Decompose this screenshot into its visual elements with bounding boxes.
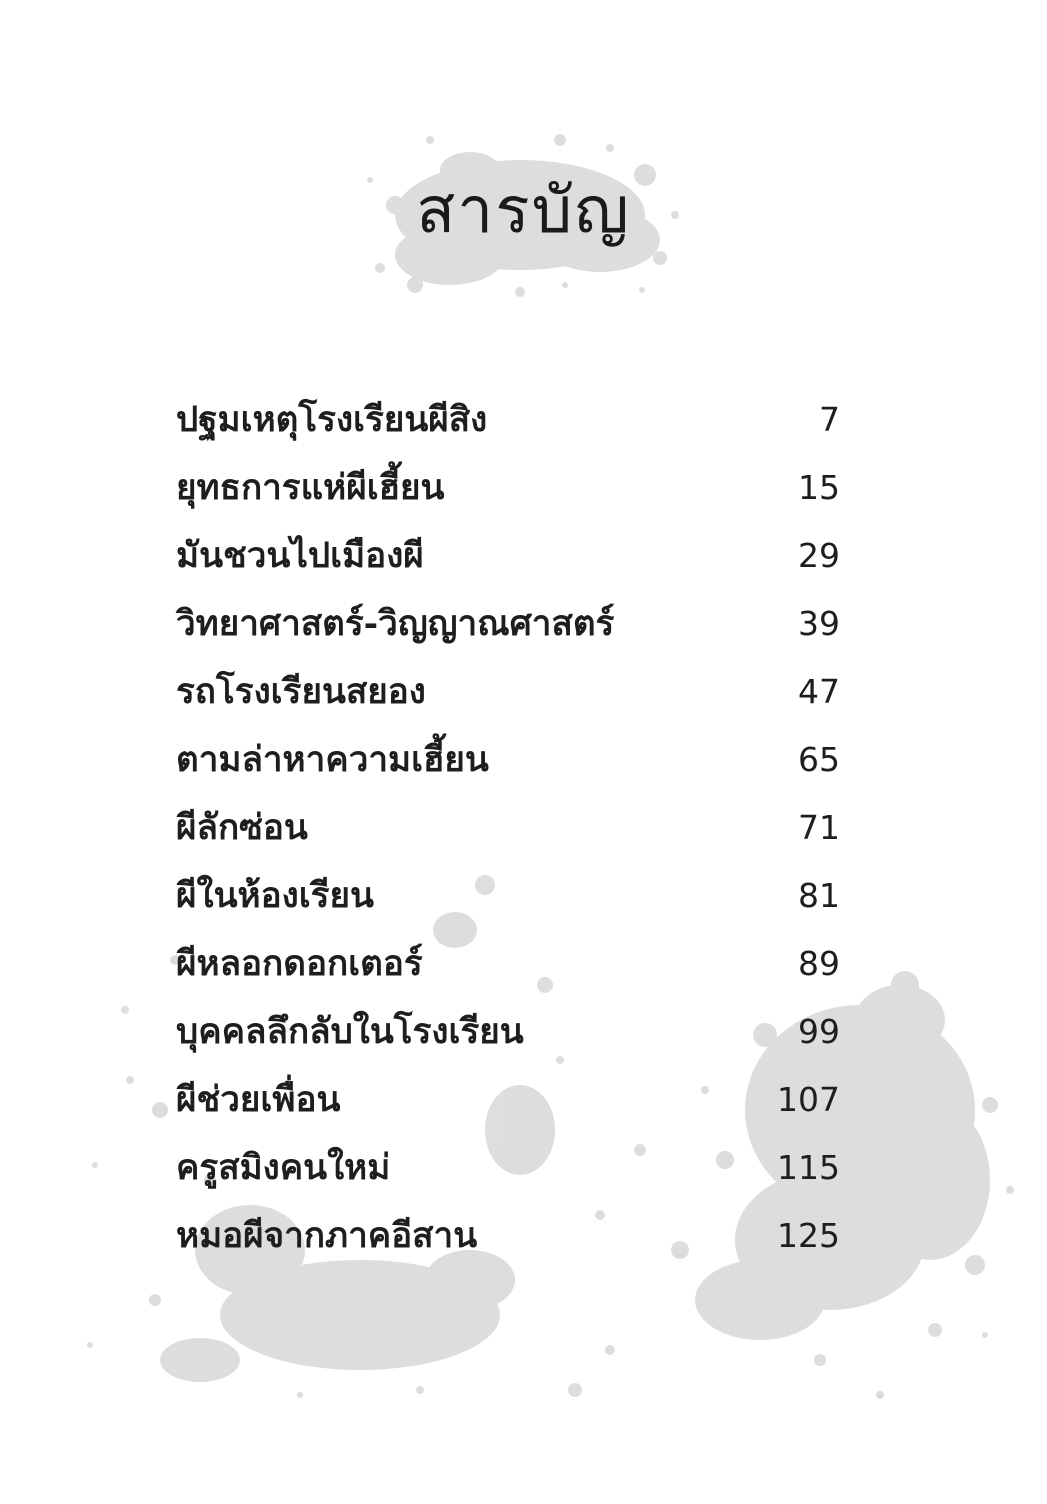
toc-entry-title: ตามล่าหาความเฮี้ยน	[176, 738, 489, 780]
toc-entry	[176, 1065, 840, 1133]
toc-entry-page-number: 65	[798, 739, 840, 779]
toc-entry-title: บุคคลลึกลับในโรงเรียน	[176, 1010, 524, 1052]
toc-entry-page-number: 107	[777, 1079, 840, 1119]
toc-entry-title: ปฐมเหตุโรงเรียนผีสิง	[176, 398, 488, 440]
toc-entry-page-number: 39	[798, 603, 840, 643]
toc-entry	[176, 1201, 840, 1269]
toc-entry-page-number: 115	[777, 1147, 840, 1187]
toc-entry-title: ผีหลอกดอกเตอร์	[176, 942, 423, 984]
toc-entry	[176, 997, 840, 1065]
toc-entry-page-number: 71	[798, 807, 840, 847]
toc-entry-page-number: 15	[798, 467, 840, 507]
table-of-contents	[176, 385, 840, 1269]
toc-entry	[176, 453, 840, 521]
toc-entry-title: ผีช่วยเพื่อน	[176, 1078, 341, 1120]
toc-entry	[176, 521, 840, 589]
toc-entry-page-number: 125	[777, 1215, 840, 1255]
toc-entry-page-number: 81	[798, 875, 840, 915]
toc-entry-page-number: 99	[798, 1011, 840, 1051]
toc-entry	[176, 725, 840, 793]
toc-entry-title: ยุทธการแห่ผีเฮี้ยน	[176, 466, 445, 508]
toc-entry	[176, 861, 840, 929]
toc-entry-title: ผีลักซ่อน	[176, 806, 308, 848]
toc-entry-title: วิทยาศาสตร์-วิญญาณศาสตร์	[176, 602, 615, 644]
toc-entry	[176, 385, 840, 453]
toc-entry	[176, 793, 840, 861]
toc-entry-page-number: 7	[819, 399, 840, 439]
title-area	[0, 150, 1047, 270]
page-title: สารบัญ	[416, 174, 631, 248]
toc-entry-title: หมอผีจากภาคอีสาน	[176, 1214, 478, 1256]
toc-entry	[176, 929, 840, 997]
toc-entry-title: ครูสมิงคนใหม่	[176, 1146, 391, 1188]
toc-entry-page-number: 89	[798, 943, 840, 983]
toc-entry	[176, 657, 840, 725]
toc-entry-title: ผีในห้องเรียน	[176, 874, 374, 916]
toc-entry	[176, 589, 840, 657]
toc-entry	[176, 1133, 840, 1201]
toc-entry-title: รถโรงเรียนสยอง	[176, 670, 426, 712]
toc-entry-title: มันชวนไปเมืองผี	[176, 534, 424, 576]
toc-entry-page-number: 47	[798, 671, 840, 711]
toc-entry-page-number: 29	[798, 535, 840, 575]
